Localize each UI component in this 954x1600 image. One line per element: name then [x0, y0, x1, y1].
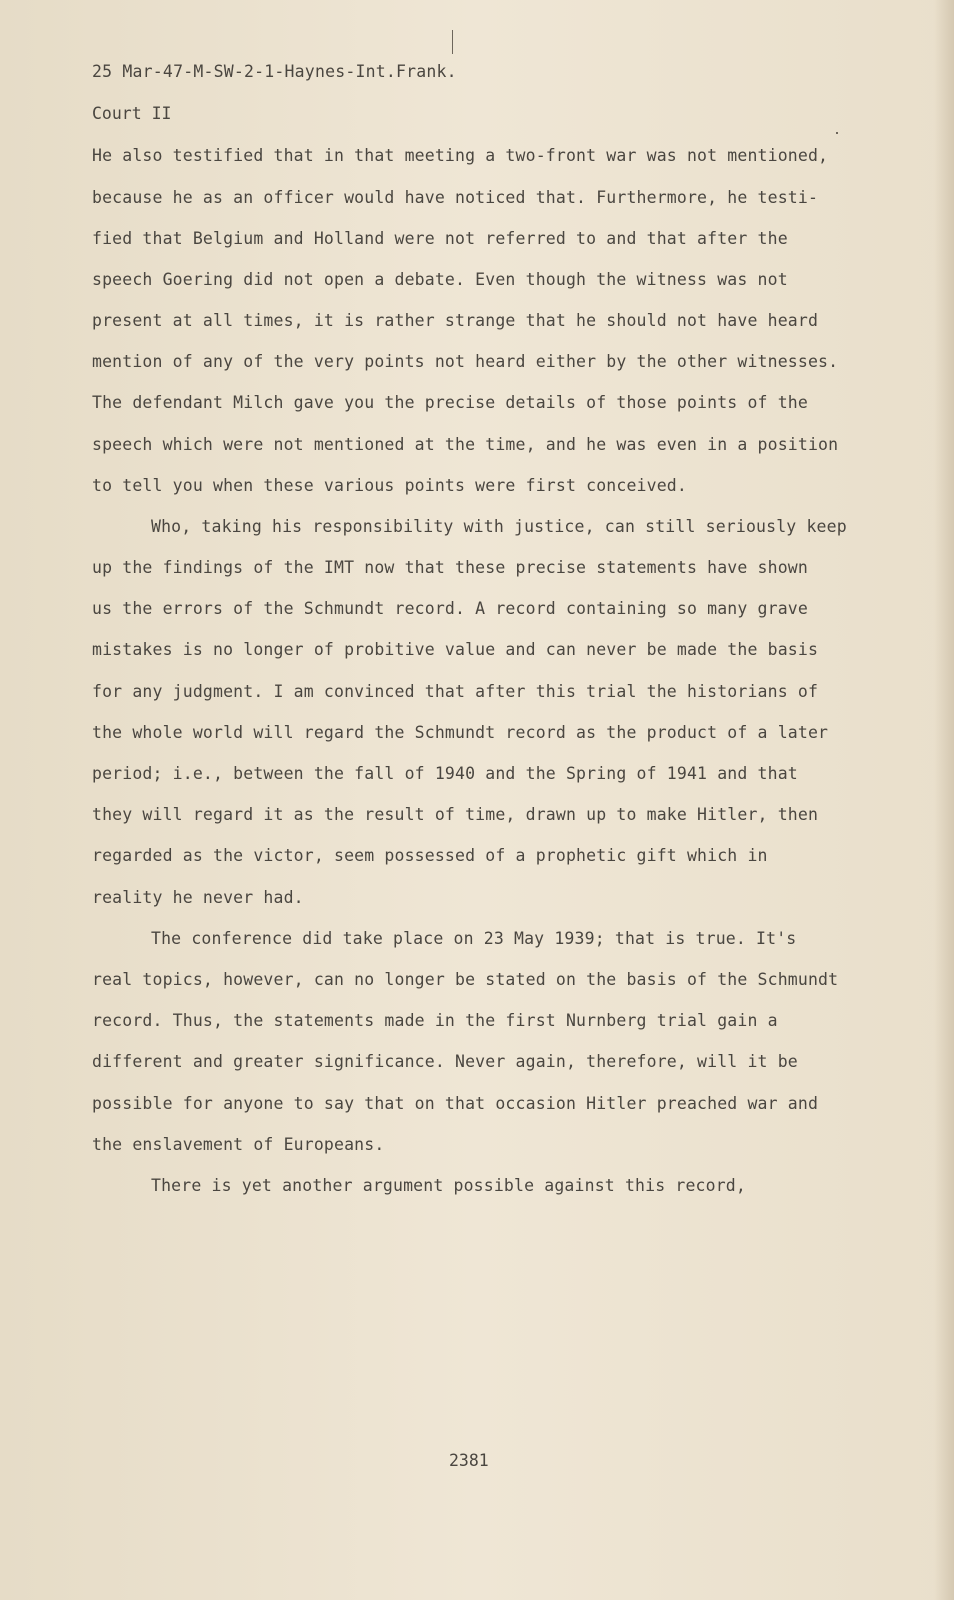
text-line: reality he never had.: [92, 888, 304, 907]
court-label: Court II: [92, 104, 172, 123]
text-line: Who, taking his responsibility with justice, can still seriously keep: [151, 517, 847, 536]
text-line: He also testified that in that meeting a two-front war was not mentioned,: [92, 146, 829, 165]
text-line: The conference did take place on 23 May 1939; that is true. It's: [151, 929, 797, 948]
text-line: for any judgment. I am convinced that after this trial the historians of: [92, 682, 819, 701]
text-line: fied that Belgium and Holland were not referred to and that after the: [92, 229, 788, 248]
text-line: regarded as the victor, seem possessed of a prophetic gift which in: [92, 846, 768, 865]
page-number: 2381: [449, 1451, 489, 1470]
text-line: mention of any of the very points not heard either by the other witnesses.: [92, 352, 839, 371]
right-dot-mark: [836, 132, 838, 134]
text-line: they will regard it as the result of time, drawn up to make Hitler, then: [92, 805, 819, 824]
text-line: There is yet another argument possible against this record,: [151, 1176, 746, 1195]
text-line: speech which were not mentioned at the time, and he was even in a position: [92, 435, 839, 454]
top-pencil-mark: [452, 30, 453, 54]
text-line: record. Thus, the statements made in the first Nurnberg trial gain a: [92, 1011, 778, 1030]
text-line: the whole world will regard the Schmundt record as the product of a later: [92, 723, 829, 742]
text-line: because he as an officer would have noticed that. Furthermore, he testi-: [92, 188, 819, 207]
text-line: mistakes is no longer of probitive value and can never be made the basis: [92, 640, 819, 659]
page-edge-shadow: [934, 0, 954, 1600]
text-line: period; i.e., between the fall of 1940 and the Spring of 1941 and that: [92, 764, 798, 783]
text-line: the enslavement of Europeans.: [92, 1135, 385, 1154]
document-header: 25 Mar-47-M-SW-2-1-Haynes-Int.Frank.: [92, 62, 457, 81]
text-line: The defendant Milch gave you the precise details of those points of the: [92, 393, 808, 412]
text-line: different and greater significance. Never again, therefore, will it be: [92, 1052, 798, 1071]
text-line: up the findings of the IMT now that these precise statements have shown: [92, 558, 808, 577]
text-line: present at all times, it is rather strange that he should not have heard: [92, 311, 819, 330]
text-line: us the errors of the Schmundt record. A record containing so many grave: [92, 599, 808, 618]
text-line: to tell you when these various points were first conceived.: [92, 476, 687, 495]
text-line: real topics, however, can no longer be stated on the basis of the Schmundt: [92, 970, 839, 989]
text-line: possible for anyone to say that on that occasion Hitler preached war and: [92, 1094, 819, 1113]
text-line: speech Goering did not open a debate. Even though the witness was not: [92, 270, 788, 289]
